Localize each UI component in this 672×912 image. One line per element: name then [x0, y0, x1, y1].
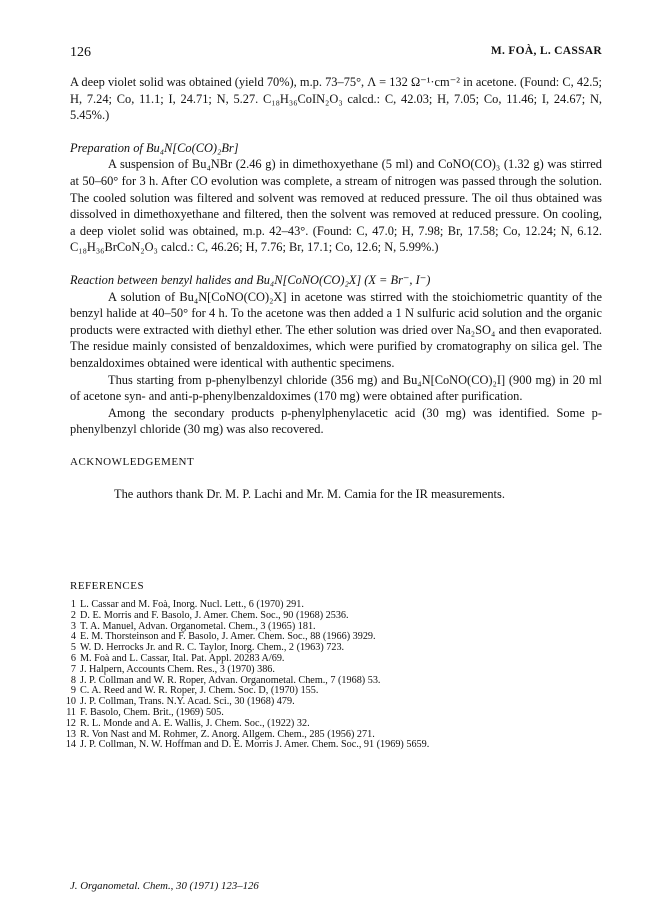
references-heading: REFERENCES	[70, 580, 145, 592]
reference-item: 13 R. Von Nast and M. Rohmer, Z. Anorg. Allgem. Chem., 285 (1956) 271.	[65, 728, 375, 740]
reference-item: 9 C. A. Reed and W. R. Roper, J. Chem. Soc. D, (1970) 155.	[70, 685, 319, 697]
reference-item: 14 J. P. Collman, N. W. Hoffman and D. E. Morris J. Amer. Chem. Soc., 91 (1969) 5659.	[65, 739, 430, 751]
page-header	[70, 45, 602, 63]
secondary-products-paragraph: Among the secondary products p-phenylphenylacetic acid (30 mg) was identified. Some p-phenylbenzyl chloride (30 mg) was also recovered.	[70, 405, 602, 437]
acknowledgement-text: The authors thank Dr. M. P. Lachi and Mr. M. Camia for the IR measurements.	[114, 487, 505, 502]
reaction-paragraph: A solution of Bu₄N[CoNO(CO)₂X] in acetone was stirred with the stoichiometric quantity of the benzyl halide at 40–50° for 4 h. To the acetone was then added a 1 N sulfuric acid solution and the organic products were extracted with diethyl ether. The ether solution was dried over Na₂SO₄ and then evaporated. The residue mainly consisted of benzaldoximes, which were purified by cromatography on silica gel. The benzaldoximes obtained were identical with authentic specimens.	[70, 289, 602, 370]
reference-item: 3 T. A. Manuel, Advan. Organometal. Chem., 3 (1965) 181.	[70, 620, 316, 632]
reference-item: 10 J. P. Collman, Trans. N.Y. Acad. Sci., 30 (1968) 479.	[65, 696, 295, 708]
page-number: 126	[70, 45, 91, 60]
reference-item: 1 L. Cassar and M. Foà, Inorg. Nucl. Lett., 6 (1970) 291.	[70, 599, 304, 610]
reference-item: 11 F. Basolo, Chem. Brit., (1969) 505.	[66, 706, 224, 718]
reference-item: 8 J. P. Collman and W. R. Roper, Advan. Organometal. Chem., 7 (1968) 53.	[70, 674, 381, 686]
reference-item: 7 J. Halpern, Accounts Chem. Res., 3 (1970) 386.	[70, 663, 275, 675]
reference-item: 6 M. Foà and L. Cassar, Ital. Pat. Appl. 20283 A/69.	[70, 652, 285, 664]
article-body	[70, 74, 602, 503]
reference-item: 12 R. L. Monde and A. E. Wallis, J. Chem. Soc., (1922) 32.	[65, 717, 310, 729]
running-head-authors: M. FOÀ, L. CASSAR	[490, 45, 602, 57]
reference-item: 2 D. E. Morris and F. Basolo, J. Amer. Chem. Soc., 90 (1968) 2536.	[70, 609, 349, 621]
analysis-paragraph: A deep violet solid was obtained (yield 70%), m.p. 73–75°, Λ = 132 Ω⁻¹·cm⁻² in acetone. (Found: C, 42.5; H, 7.24; Co, 11.1; I, 24.71; N, 5.27. C₁₈H₃₆CoIN₂O₃ calcd.: C, 42.03; H, 7.05; Co, 11.46; I, 24.67; N, 5.45%.)	[70, 75, 602, 123]
section-heading-reaction: Reaction between benzyl halides and Bu₄N[CoNO(CO)₂X] (X = Br⁻, I⁻)	[70, 272, 431, 287]
starting-material-paragraph: Thus starting from p-phenylbenzyl chloride (356 mg) and Bu₄N[CoNO(CO)₂I] (900 mg) in 20 ml of acetone syn- and anti-p-phenylbenzaldoximes (170 mg) were obtained after purification.	[70, 372, 602, 404]
preparation-paragraph: A suspension of Bu₄NBr (2.46 g) in dimethoxyethane (5 ml) and CoNO(CO)₃ (1.32 g) was stirred at 50–60° for 3 h. After CO evolution was complete, a stream of nitrogen was passed through the solution. The cooled solution was filtered and solvent was removed at reduced pressure. The oil thus obtained was dissolved in dimethoxyethane and filtered, then the solvent was removed at reduced pressure. On cooling, a deep violet solid was obtained, m.p. 42–43°. (Found: C, 47.0; H, 7.98; Br, 17.58; Co, 12.24; N, 6.12. C₁₈H₃₆BrCoN₂O₃ calcd.: C, 46.26; H, 7.76; Br, 17.1; Co, 12.6; N, 5.99%.)	[70, 157, 602, 255]
journal-citation-footer: J. Organometal. Chem., 30 (1971) 123–126	[70, 880, 259, 892]
section-heading-preparation: Preparation of Bu₄N[Co(CO)₂Br]	[70, 140, 239, 155]
reference-item: 4 E. M. Thorsteinson and F. Basolo, J. Amer. Chem. Soc., 88 (1966) 3929.	[70, 631, 376, 643]
acknowledgement-heading: ACKNOWLEDGEMENT	[70, 455, 195, 468]
reference-list	[60, 600, 620, 751]
reference-item: 5 W. D. Herrocks Jr. and R. C. Taylor, Inorg. Chem., 2 (1963) 723.	[70, 642, 345, 654]
